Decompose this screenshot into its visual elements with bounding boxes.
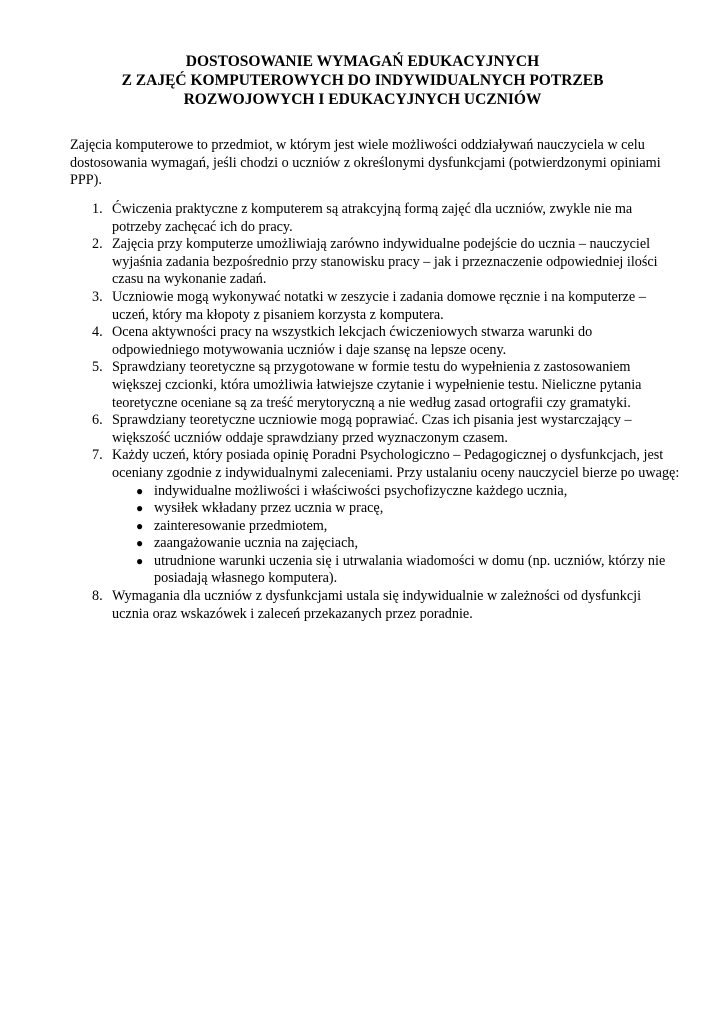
list-item <box>70 588 680 623</box>
bullet-text: indywidualne możliwości i właściwości psychofizyczne każdego ucznia, <box>154 482 568 499</box>
list-item-number: 3. <box>92 288 103 305</box>
intro-paragraph: Zajęcia komputerowe to przedmiot, w którym jest wiele możliwości oddziaływań nauczyciela w celu dostosowania wymagań, jeśli chodzi o uczniów z określonymi dysfunkcjami (potwierdzonymi opiniami PPP). <box>70 137 661 189</box>
list-item <box>70 201 680 236</box>
list-item-number: 5. <box>92 359 103 376</box>
list-item <box>70 324 680 359</box>
bullet-list <box>112 483 680 589</box>
numbered-list <box>70 201 680 623</box>
list-item-number: 7. <box>92 447 103 464</box>
list-item <box>70 412 680 447</box>
list-item-number: 2. <box>92 236 103 253</box>
bullet-icon: ● <box>136 536 144 551</box>
bullet-item <box>136 518 680 536</box>
list-item-number: 4. <box>92 324 103 341</box>
bullet-text: utrudnione warunki uczenia się i utrwalania wiadomości w domu (np. uczniów, którzy nie posiadają własnego komputera). <box>154 552 666 587</box>
list-item-text: Sprawdziany teoretyczne są przygotowane w formie testu do wypełnienia z zastosowaniem większej czcionki, która umożliwia łatwiejsze czytanie i wypełnienie testu. Nieliczne pytania teoretyczne oceniane są za treść merytoryczną a nie według zasad ortografii czy gramatyki. <box>112 359 642 411</box>
list-item <box>70 289 680 324</box>
bullet-text: zaangażowanie ucznia na zajęciach, <box>154 535 359 552</box>
list-item <box>70 359 680 412</box>
list-item-text: Ocena aktywności pracy na wszystkich lekcjach ćwiczeniowych stwarza warunki do odpowiedniego motywowania uczniów i daje szansę na lepsze oceny. <box>112 324 593 358</box>
list-item <box>70 236 680 289</box>
document-title <box>60 52 665 109</box>
bullet-icon: ● <box>136 501 144 516</box>
bullet-item <box>136 535 680 553</box>
list-item-number: 1. <box>92 201 103 217</box>
bullet-text: zainteresowanie przedmiotem, <box>154 517 328 534</box>
list-item <box>70 447 680 588</box>
list-item-text: Zajęcia przy komputerze umożliwiają zarówno indywidualne podejście do ucznia – nauczyciel wyjaśnia zadania bezpośrednio przy stanowisku pracy – jak i przeznaczenie odpowiedniej ilości czasu na wykonanie zadań. <box>112 236 658 288</box>
list-item-text: Każdy uczeń, który posiada opinię Poradni Psychologiczno – Pedagogicznej o dysfunkcjach, jest oceniany zgodnie z indywidualnymi zaleceniami. Przy ustalaniu oceny nauczyciel bierze po uwagę: <box>112 447 680 481</box>
bullet-item <box>136 553 680 588</box>
list-item-number: 6. <box>92 412 103 429</box>
bullet-item <box>136 483 680 501</box>
bullet-icon: ● <box>136 518 144 533</box>
list-item-text: Uczniowie mogą wykonywać notatki w zeszycie i zadania domowe ręcznie i na komputerze – uczeń, który ma kłopoty z pisaniem korzysta z komputera. <box>112 288 646 323</box>
title-line: ROZWOJOWYCH I EDUKACYJNYCH UCZNIÓW <box>183 91 542 108</box>
title-line: Z ZAJĘĆ KOMPUTEROWYCH DO INDYWIDUALNYCH POTRZEB <box>121 72 604 89</box>
list-item-text: Sprawdziany teoretyczne uczniowie mogą poprawiać. Czas ich pisania jest wystarczający – większość uczniów oddaje sprawdziany przed wyznaczonym czasem. <box>112 412 632 446</box>
title-line: DOSTOSOWANIE WYMAGAŃ EDUKACYJNYCH <box>185 53 540 70</box>
list-item-text: Wymagania dla uczniów z dysfunkcjami ustala się indywidualnie w zależności od dysfunkcji ucznia oraz wskazówek i zaleceń przekazanych przez poradnie. <box>112 588 642 622</box>
bullet-text: wysiłek wkładany przez ucznia w pracę, <box>154 500 384 517</box>
bullet-item <box>136 500 680 518</box>
bullet-icon: ● <box>136 553 144 568</box>
list-item-text: Ćwiczenia praktyczne z komputerem są atrakcyjną formą zajęć dla uczniów, zwykle nie ma potrzeby zachęcać ich do pracy. <box>112 201 633 235</box>
list-item-number: 8. <box>92 588 103 605</box>
bullet-icon: ● <box>136 483 144 498</box>
